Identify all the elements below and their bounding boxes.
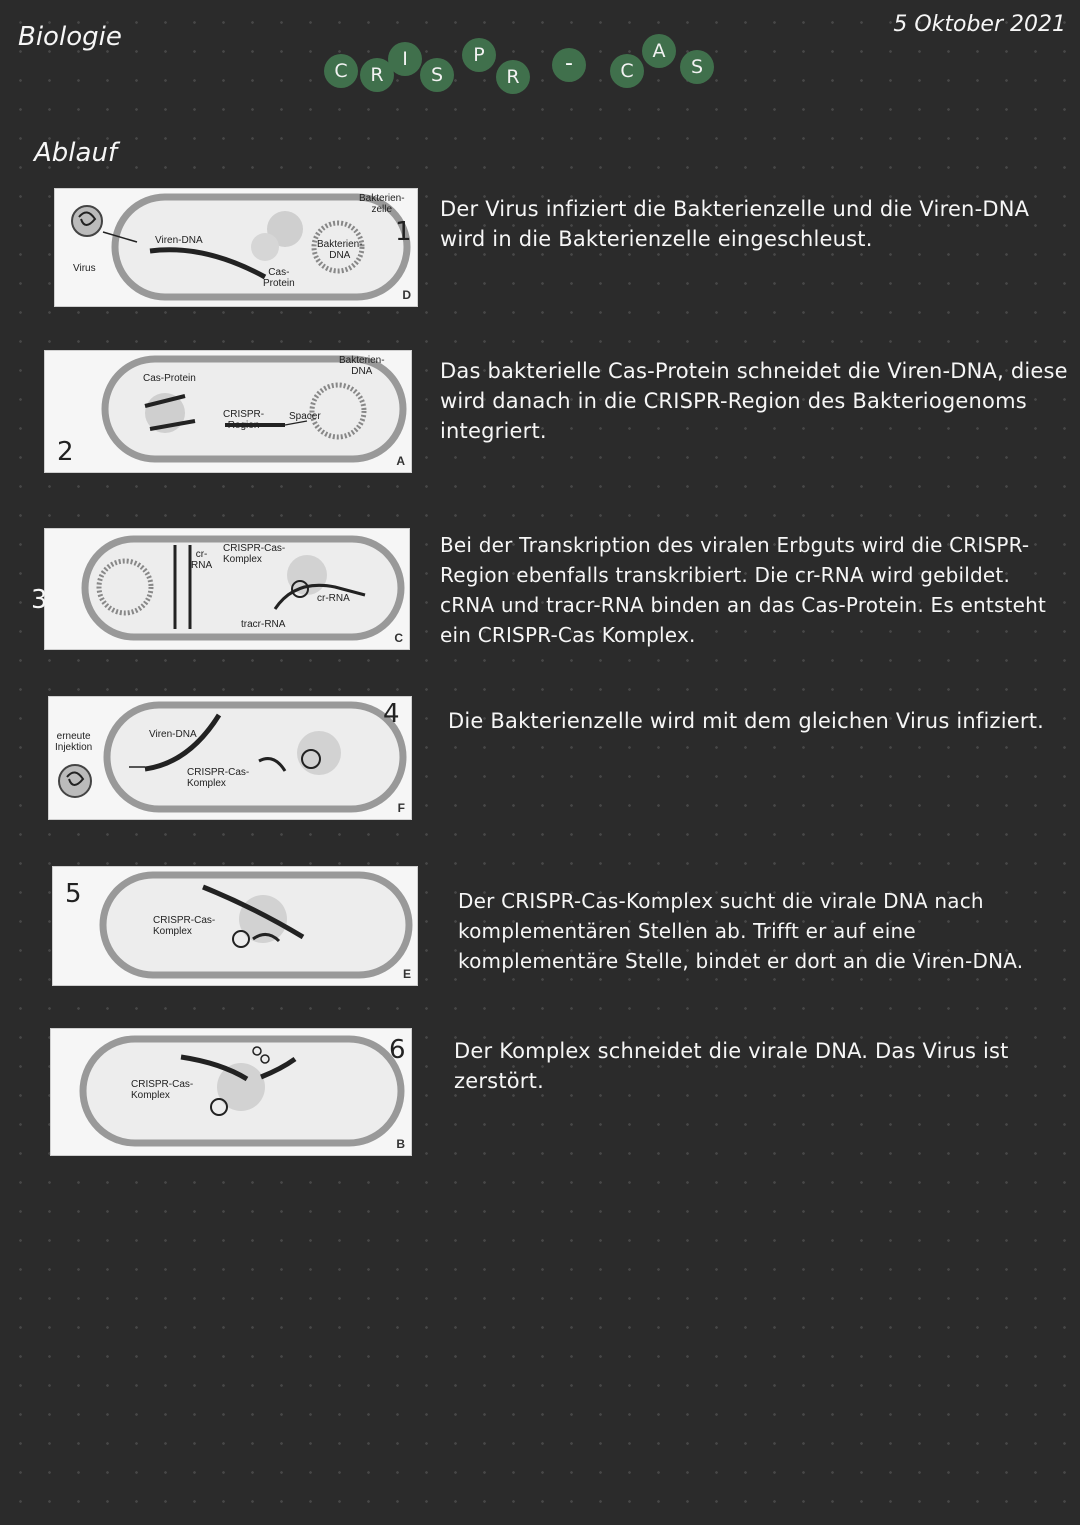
label-spacer: Spacer xyxy=(289,411,321,422)
step-5-text: Der CRISPR-Cas-Komplex sucht die virale DNA nach komplementären Stellen ab. Trifft er auf eine komplementäre Stelle, bindet er dort an die Viren-DNA. xyxy=(458,889,1024,973)
label-crispr-region: CRISPR- Region xyxy=(223,409,265,431)
label-crispr-cas-komplex: CRISPR-Cas- Komplex xyxy=(131,1079,194,1101)
figure-step-2 xyxy=(44,350,412,473)
label-erneute-injektion: erneute Injektion xyxy=(55,731,93,753)
step-number: 5 xyxy=(65,879,82,909)
title-letter: R xyxy=(496,60,530,94)
subject-label: Biologie xyxy=(18,22,122,52)
title-letter: I xyxy=(388,42,422,76)
figure-letter: C xyxy=(394,631,403,645)
step-4-text: Die Bakterienzelle wird mit dem gleichen Virus infiziert. xyxy=(448,709,1045,733)
label-bakterienzelle: Bakterien- zelle xyxy=(359,193,405,215)
cell-diagram-5 xyxy=(53,867,417,985)
figure-step-4 xyxy=(48,696,412,820)
label-viren-dna: Viren-DNA xyxy=(155,235,203,246)
label-bakterien-dna: Bakterien- DNA xyxy=(339,355,385,377)
label-cas-protein: Cas- Protein xyxy=(263,267,295,289)
figure-step-6 xyxy=(50,1028,412,1156)
title-letter: P xyxy=(462,38,496,72)
figure-step-1 xyxy=(54,188,418,307)
label-cr-rna-2: cr-RNA xyxy=(317,593,350,604)
label-cr-rna: cr- RNA xyxy=(191,549,213,571)
cell-diagram-4 xyxy=(49,697,411,819)
date-label: 5 Oktober 2021 xyxy=(893,12,1066,37)
figure-step-5 xyxy=(52,866,418,986)
section-heading: Ablauf xyxy=(34,138,118,168)
figure-letter: E xyxy=(402,967,411,981)
label-viren-dna: Viren-DNA xyxy=(149,729,197,740)
figure-letter: F xyxy=(397,801,405,815)
title-letter: S xyxy=(420,58,454,92)
step-2-text: Das bakterielle Cas-Protein schneidet die Viren-DNA, diese wird danach in die CRISPR-Region des Bakteriogenoms integriert. xyxy=(440,359,1068,443)
title-letter: A xyxy=(642,34,676,68)
step-number: 4 xyxy=(383,699,400,729)
page-title xyxy=(320,32,720,96)
label-cas-protein: Cas-Protein xyxy=(143,373,196,384)
figure-letter: B xyxy=(396,1137,405,1151)
step-number: 6 xyxy=(389,1035,406,1065)
figure-letter: D xyxy=(402,288,411,302)
label-crispr-cas-komplex: CRISPR-Cas- Komplex xyxy=(153,915,216,937)
label-crispr-cas-komplex: CRISPR-Cas- Komplex xyxy=(187,767,250,789)
label-bakterien-dna: Bakterien- DNA xyxy=(317,239,363,261)
step-6-text: Der Komplex schneidet die virale DNA. Das Virus ist zerstört. xyxy=(454,1039,1009,1093)
label-tracr-rna: tracr-RNA xyxy=(241,619,286,630)
label-virus: Virus xyxy=(73,263,96,274)
title-letter: C xyxy=(610,54,644,88)
step-number: 3 xyxy=(31,585,48,615)
step-1-text: Der Virus infiziert die Bakterienzelle und die Viren-DNA wird in die Bakterienzelle eingeschleust. xyxy=(440,197,1030,251)
step-3-text: Bei der Transkription des viralen Erbguts wird die CRISPR-Region ebenfalls transkribiert. Die cr-RNA wird gebildet. cRNA und tracr-RNA binden an das Cas-Protein. Es entsteht ein CRISPR-Cas Komplex. xyxy=(440,533,1047,647)
title-letter: C xyxy=(324,54,358,88)
title-letter: S xyxy=(680,50,714,84)
label-crispr-cas-komplex: CRISPR-Cas- Komplex xyxy=(223,543,286,565)
title-letter: R xyxy=(360,58,394,92)
title-letter: - xyxy=(552,48,586,82)
cell-diagram-6 xyxy=(51,1029,411,1155)
figure-letter: A xyxy=(396,454,405,468)
step-number: 1 xyxy=(395,217,412,247)
step-number: 2 xyxy=(57,437,74,467)
figure-step-3 xyxy=(31,528,410,650)
